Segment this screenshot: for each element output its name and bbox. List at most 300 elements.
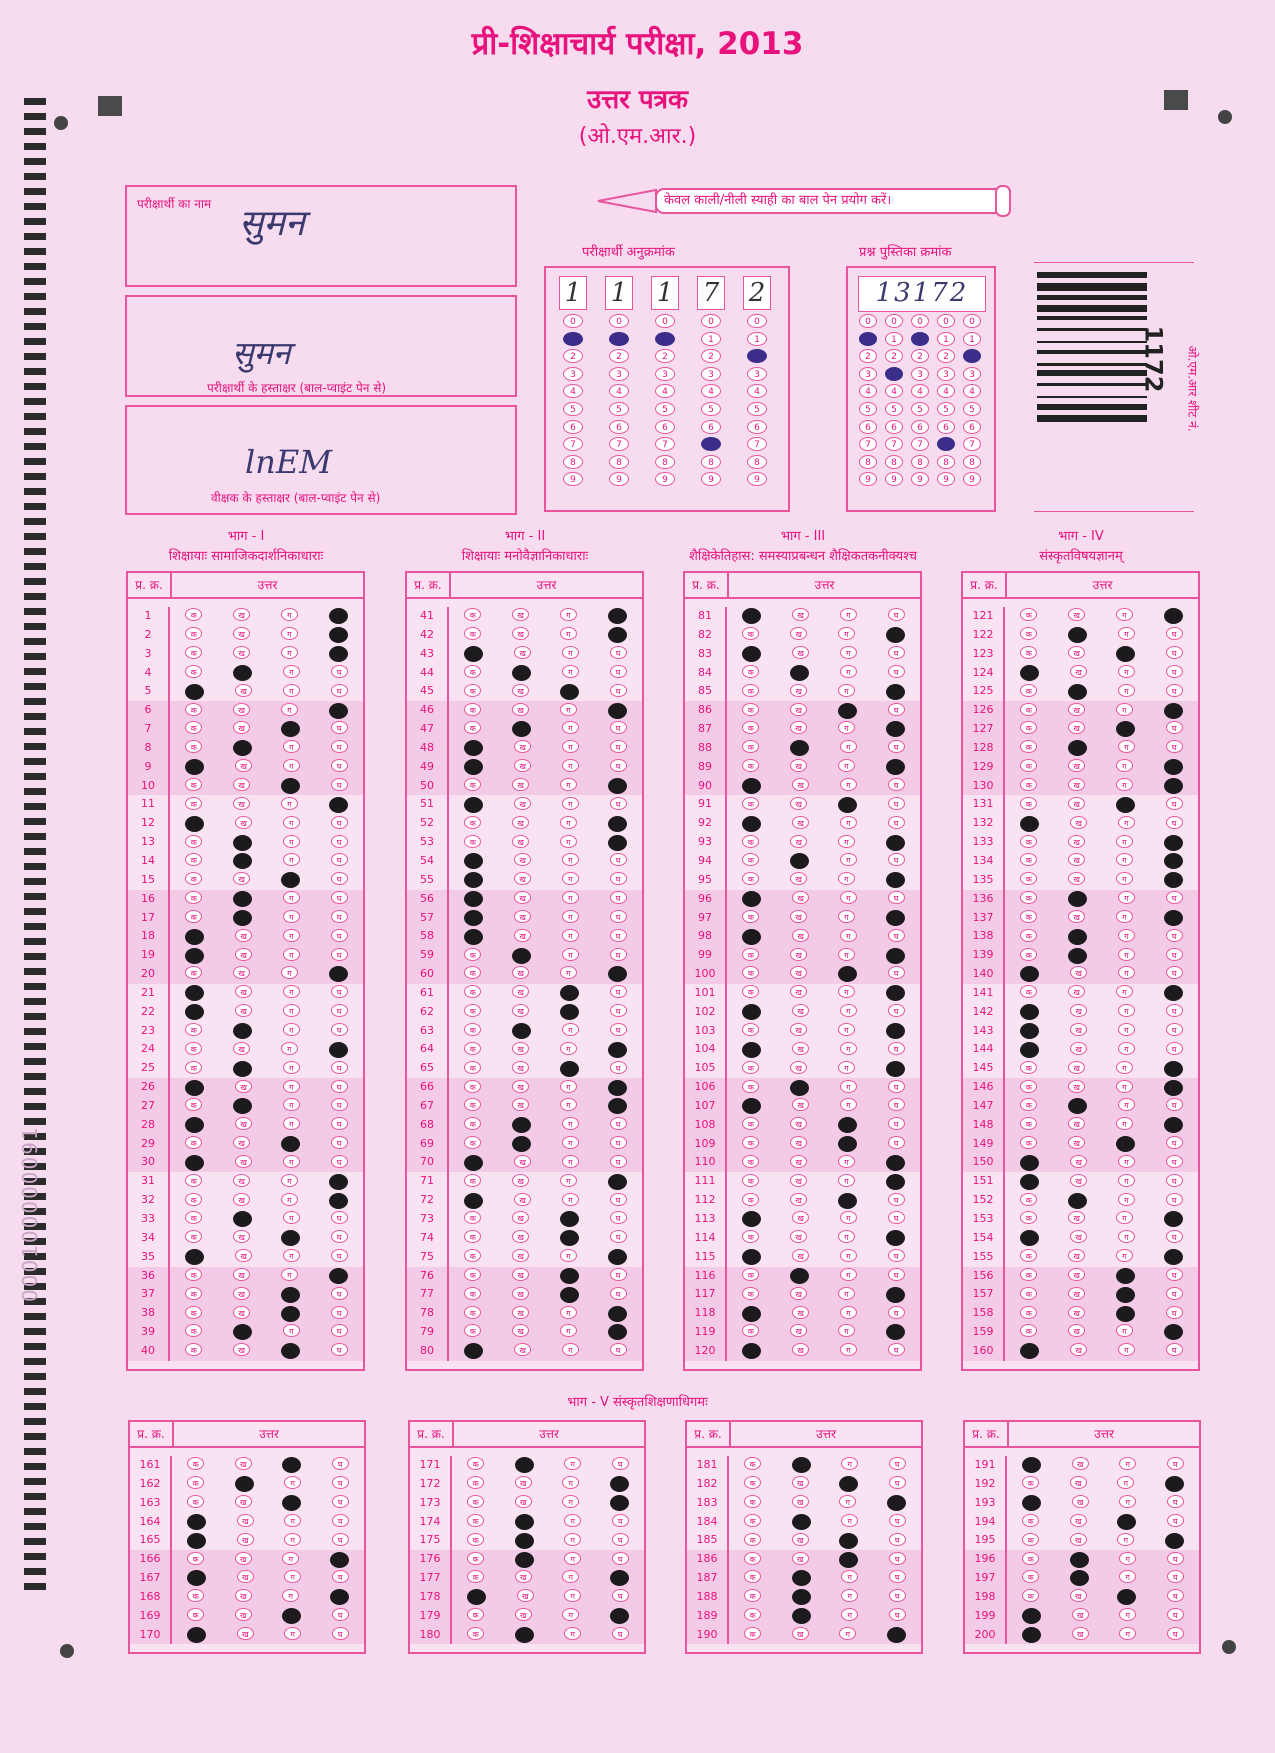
option-bubble[interactable]: क	[467, 1476, 484, 1489]
option-bubble[interactable]	[1164, 872, 1183, 888]
option-bubble[interactable]: ख	[235, 1004, 252, 1017]
option-bubble[interactable]: घ	[610, 1117, 627, 1130]
option-bubble[interactable]: ख	[512, 703, 529, 716]
option-bubble[interactable]: ग	[838, 1324, 855, 1337]
option-bubble[interactable]: ग	[840, 646, 857, 659]
option-bubble[interactable]: क	[464, 1061, 481, 1074]
option-bubble[interactable]	[464, 646, 483, 662]
booklet-digit-bubble[interactable]: 8	[885, 455, 903, 469]
option-bubble[interactable]: ग	[840, 929, 857, 942]
option-bubble[interactable]	[1068, 627, 1087, 643]
option-bubble[interactable]	[512, 948, 531, 964]
option-bubble[interactable]: ग	[840, 1268, 857, 1281]
option-bubble[interactable]: घ	[610, 1268, 627, 1281]
option-bubble[interactable]: ग	[840, 1343, 857, 1356]
option-bubble[interactable]: ग	[840, 665, 857, 678]
option-bubble[interactable]: घ	[331, 1306, 348, 1319]
option-bubble[interactable]: क	[185, 1268, 202, 1281]
option-bubble[interactable]: क	[464, 1080, 481, 1093]
option-bubble[interactable]: ख	[1070, 1476, 1087, 1489]
option-bubble[interactable]	[1116, 1136, 1135, 1152]
option-bubble[interactable]: ख	[792, 1495, 809, 1508]
option-bubble[interactable]: ख	[512, 966, 529, 979]
option-bubble[interactable]: घ	[889, 1552, 906, 1565]
option-bubble[interactable]: ग	[1116, 985, 1133, 998]
option-bubble[interactable]: घ	[1166, 1230, 1183, 1243]
option-bubble[interactable]: ख	[233, 1343, 250, 1356]
booklet-digit-bubble[interactable]: 5	[911, 402, 929, 416]
option-bubble[interactable]: ख	[1068, 797, 1085, 810]
roll-digit-bubble[interactable]: 0	[563, 314, 583, 328]
option-bubble[interactable]: घ	[331, 853, 348, 866]
option-bubble[interactable]: ख	[1072, 1627, 1089, 1640]
option-bubble[interactable]	[560, 1268, 579, 1284]
option-bubble[interactable]	[233, 835, 252, 851]
option-bubble[interactable]: ख	[1068, 1249, 1085, 1262]
option-bubble[interactable]: क	[187, 1608, 204, 1621]
option-bubble[interactable]: ग	[562, 1193, 579, 1206]
option-bubble[interactable]: क	[744, 1495, 761, 1508]
option-bubble[interactable]: ख	[790, 1155, 807, 1168]
option-bubble[interactable]: ख	[233, 1193, 250, 1206]
option-bubble[interactable]: ग	[283, 665, 300, 678]
roll-digit-bubble[interactable]: 0	[701, 314, 721, 328]
option-bubble[interactable]: ख	[790, 1136, 807, 1149]
option-bubble[interactable]: ग	[838, 1174, 855, 1187]
booklet-digit-bubble[interactable]: 1	[963, 332, 981, 346]
option-bubble[interactable]	[610, 1495, 629, 1511]
option-bubble[interactable]: घ	[610, 891, 627, 904]
option-bubble[interactable]	[187, 1514, 206, 1530]
option-bubble[interactable]: ख	[790, 966, 807, 979]
option-bubble[interactable]: क	[464, 1174, 481, 1187]
option-bubble[interactable]: ग	[1118, 1230, 1135, 1243]
option-bubble[interactable]: ग	[1118, 1004, 1135, 1017]
option-bubble[interactable]: ग	[562, 910, 579, 923]
option-bubble[interactable]	[886, 684, 905, 700]
roll-digit-bubble[interactable]: 3	[563, 367, 583, 381]
option-bubble[interactable]	[281, 1136, 300, 1152]
booklet-digit-bubble[interactable]: 8	[859, 455, 877, 469]
option-bubble[interactable]: क	[742, 948, 759, 961]
booklet-digit-bubble[interactable]: 7	[911, 437, 929, 451]
option-bubble[interactable]	[512, 721, 531, 737]
option-bubble[interactable]: ख	[792, 1004, 809, 1017]
option-bubble[interactable]: ख	[233, 1042, 250, 1055]
option-bubble[interactable]	[1020, 1174, 1039, 1190]
option-bubble[interactable]	[1164, 759, 1183, 775]
option-bubble[interactable]	[329, 1268, 348, 1284]
option-bubble[interactable]	[233, 853, 252, 869]
option-bubble[interactable]: क	[1020, 910, 1037, 923]
option-bubble[interactable]: घ	[888, 740, 905, 753]
option-bubble[interactable]: क	[742, 1155, 759, 1168]
option-bubble[interactable]	[464, 797, 483, 813]
option-bubble[interactable]: क	[464, 1117, 481, 1130]
option-bubble[interactable]: घ	[1166, 1042, 1183, 1055]
option-bubble[interactable]: घ	[888, 1249, 905, 1262]
option-bubble[interactable]	[792, 1589, 811, 1605]
booklet-digit-bubble[interactable]: 0	[937, 314, 955, 328]
option-bubble[interactable]: क	[1020, 1306, 1037, 1319]
option-bubble[interactable]: क	[185, 1042, 202, 1055]
option-bubble[interactable]: घ	[888, 1080, 905, 1093]
option-bubble[interactable]: ग	[281, 1174, 298, 1187]
option-bubble[interactable]	[330, 1552, 349, 1568]
option-bubble[interactable]: ख	[1068, 1268, 1085, 1281]
option-bubble[interactable]	[792, 1608, 811, 1624]
option-bubble[interactable]: ख	[1068, 1306, 1085, 1319]
option-bubble[interactable]	[185, 684, 204, 700]
booklet-digit-bubble[interactable]: 1	[937, 332, 955, 346]
option-bubble[interactable]	[790, 740, 809, 756]
option-bubble[interactable]: ख	[517, 1589, 534, 1602]
booklet-digit-bubble[interactable]: 5	[885, 402, 903, 416]
option-bubble[interactable]: ग	[283, 1117, 300, 1130]
option-bubble[interactable]	[185, 1004, 204, 1020]
option-bubble[interactable]: घ	[1167, 1495, 1184, 1508]
option-bubble[interactable]: ग	[564, 1457, 581, 1470]
option-bubble[interactable]: क	[464, 665, 481, 678]
option-bubble[interactable]: ख	[514, 759, 531, 772]
option-bubble[interactable]: क	[744, 1552, 761, 1565]
option-bubble[interactable]: घ	[612, 1457, 629, 1470]
option-bubble[interactable]: घ	[1166, 665, 1183, 678]
option-bubble[interactable]: क	[185, 966, 202, 979]
option-bubble[interactable]	[560, 1211, 579, 1227]
option-bubble[interactable]: ग	[562, 853, 579, 866]
option-bubble[interactable]: घ	[610, 1004, 627, 1017]
roll-digit-bubble[interactable]: 9	[655, 472, 675, 486]
option-bubble[interactable]	[610, 1476, 629, 1492]
option-bubble[interactable]	[329, 627, 348, 643]
option-bubble[interactable]: ग	[839, 1495, 856, 1508]
option-bubble[interactable]: क	[467, 1457, 484, 1470]
option-bubble[interactable]: क	[185, 608, 202, 621]
booklet-digit-bubble[interactable]: 9	[859, 472, 877, 486]
option-bubble[interactable]	[886, 1155, 905, 1171]
option-bubble[interactable]: ख	[237, 1570, 254, 1583]
option-bubble[interactable]: ख	[512, 1098, 529, 1111]
option-bubble[interactable]: घ	[610, 1193, 627, 1206]
option-bubble[interactable]: क	[185, 910, 202, 923]
booklet-digit-bubble[interactable]: 3	[859, 367, 877, 381]
option-bubble[interactable]: घ	[888, 966, 905, 979]
option-bubble[interactable]: घ	[332, 1495, 349, 1508]
option-bubble[interactable]	[742, 1098, 761, 1114]
option-bubble[interactable]: क	[185, 835, 202, 848]
option-bubble[interactable]	[1164, 835, 1183, 851]
option-bubble[interactable]: घ	[610, 1287, 627, 1300]
option-bubble[interactable]: ग	[1116, 872, 1133, 885]
booklet-digit-bubble[interactable]: 9	[885, 472, 903, 486]
option-bubble[interactable]: घ	[331, 835, 348, 848]
option-bubble[interactable]	[1164, 985, 1183, 1001]
option-bubble[interactable]	[608, 966, 627, 982]
option-bubble[interactable]	[790, 1268, 809, 1284]
option-bubble[interactable]: ग	[283, 1004, 300, 1017]
option-bubble[interactable]: घ	[888, 646, 905, 659]
option-bubble[interactable]: क	[185, 1343, 202, 1356]
option-bubble[interactable]: क	[1022, 1514, 1039, 1527]
option-bubble[interactable]: ख	[792, 778, 809, 791]
option-bubble[interactable]: ग	[283, 1211, 300, 1224]
option-bubble[interactable]	[886, 1230, 905, 1246]
option-bubble[interactable]: ग	[283, 910, 300, 923]
option-bubble[interactable]	[608, 608, 627, 624]
option-bubble[interactable]: ग	[283, 891, 300, 904]
option-bubble[interactable]: ग	[838, 985, 855, 998]
option-bubble[interactable]: ग	[1118, 1193, 1135, 1206]
option-bubble[interactable]: ग	[560, 1042, 577, 1055]
option-bubble[interactable]: ख	[233, 778, 250, 791]
option-bubble[interactable]: घ	[610, 1155, 627, 1168]
option-bubble[interactable]: ख	[514, 891, 531, 904]
option-bubble[interactable]: क	[1020, 929, 1037, 942]
option-bubble[interactable]: ख	[233, 646, 250, 659]
option-bubble[interactable]: ग	[838, 1287, 855, 1300]
option-bubble[interactable]: घ	[610, 721, 627, 734]
option-bubble[interactable]: क	[742, 985, 759, 998]
option-bubble[interactable]: क	[187, 1476, 204, 1489]
roll-digit-bubble[interactable]	[655, 332, 675, 346]
option-bubble[interactable]: क	[464, 1136, 481, 1149]
option-bubble[interactable]: घ	[610, 797, 627, 810]
option-bubble[interactable]: ख	[1070, 1042, 1087, 1055]
option-bubble[interactable]: घ	[1167, 1589, 1184, 1602]
option-bubble[interactable]	[742, 608, 761, 624]
option-bubble[interactable]: ग	[1118, 1174, 1135, 1187]
option-bubble[interactable]: ख	[233, 872, 250, 885]
option-bubble[interactable]: घ	[1166, 721, 1183, 734]
option-bubble[interactable]: क	[744, 1476, 761, 1489]
option-bubble[interactable]: ख	[512, 1211, 529, 1224]
booklet-digit-bubble[interactable]: 4	[963, 384, 981, 398]
option-bubble[interactable]: क	[187, 1457, 204, 1470]
roll-digit-bubble[interactable]	[701, 437, 721, 451]
option-bubble[interactable]: ख	[792, 929, 809, 942]
roll-digit-bubble[interactable]: 9	[701, 472, 721, 486]
option-bubble[interactable]	[1022, 1627, 1041, 1643]
booklet-digit-bubble[interactable]	[859, 332, 877, 346]
option-bubble[interactable]: ग	[1119, 1570, 1136, 1583]
option-bubble[interactable]: क	[1020, 1249, 1037, 1262]
option-bubble[interactable]: घ	[331, 1136, 348, 1149]
option-bubble[interactable]	[608, 1249, 627, 1265]
option-bubble[interactable]: क	[1020, 1136, 1037, 1149]
option-bubble[interactable]: ख	[1068, 778, 1085, 791]
option-bubble[interactable]: ग	[1118, 948, 1135, 961]
option-bubble[interactable]: क	[185, 1098, 202, 1111]
option-bubble[interactable]	[560, 1004, 579, 1020]
option-bubble[interactable]: घ	[331, 985, 348, 998]
option-bubble[interactable]: ग	[284, 1476, 301, 1489]
option-bubble[interactable]: ग	[562, 740, 579, 753]
option-bubble[interactable]: क	[464, 835, 481, 848]
option-bubble[interactable]	[1164, 910, 1183, 926]
option-bubble[interactable]	[608, 627, 627, 643]
roll-digit-bubble[interactable]: 1	[701, 332, 721, 346]
booklet-digit-bubble[interactable]: 4	[859, 384, 877, 398]
option-bubble[interactable]: घ	[888, 797, 905, 810]
roll-digit-bubble[interactable]: 8	[609, 455, 629, 469]
option-bubble[interactable]: ख	[235, 948, 252, 961]
option-bubble[interactable]: ग	[283, 1249, 300, 1262]
option-bubble[interactable]: घ	[332, 1457, 349, 1470]
option-bubble[interactable]	[1068, 929, 1087, 945]
option-bubble[interactable]	[886, 1287, 905, 1303]
option-bubble[interactable]	[790, 665, 809, 681]
option-bubble[interactable]: ख	[1068, 1117, 1085, 1130]
option-bubble[interactable]: ग	[1116, 835, 1133, 848]
option-bubble[interactable]: ख	[237, 1627, 254, 1640]
option-bubble[interactable]: ग	[283, 835, 300, 848]
option-bubble[interactable]	[886, 948, 905, 964]
roll-digit-bubble[interactable]: 0	[609, 314, 629, 328]
option-bubble[interactable]: ग	[562, 872, 579, 885]
option-bubble[interactable]	[233, 910, 252, 926]
option-bubble[interactable]: ग	[841, 1457, 858, 1470]
option-bubble[interactable]	[281, 1287, 300, 1303]
option-bubble[interactable]: ख	[1070, 1514, 1087, 1527]
option-bubble[interactable]	[464, 910, 483, 926]
option-bubble[interactable]	[560, 985, 579, 1001]
option-bubble[interactable]: ग	[564, 1552, 581, 1565]
option-bubble[interactable]: घ	[888, 665, 905, 678]
option-bubble[interactable]: ख	[792, 1042, 809, 1055]
option-bubble[interactable]	[742, 891, 761, 907]
option-bubble[interactable]: ख	[1068, 721, 1085, 734]
option-bubble[interactable]: ख	[790, 1117, 807, 1130]
booklet-digit-bubble[interactable]: 2	[911, 349, 929, 363]
option-bubble[interactable]: ख	[1068, 853, 1085, 866]
option-bubble[interactable]	[1117, 1514, 1136, 1530]
option-bubble[interactable]: क	[464, 1287, 481, 1300]
option-bubble[interactable]: क	[744, 1570, 761, 1583]
option-bubble[interactable]	[839, 1533, 858, 1549]
option-bubble[interactable]: ग	[840, 1080, 857, 1093]
option-bubble[interactable]: ख	[792, 816, 809, 829]
option-bubble[interactable]: क	[185, 740, 202, 753]
booklet-digit-bubble[interactable]: 3	[911, 367, 929, 381]
option-bubble[interactable]	[1068, 740, 1087, 756]
option-bubble[interactable]	[187, 1570, 206, 1586]
option-bubble[interactable]: क	[1020, 684, 1037, 697]
option-bubble[interactable]	[1164, 703, 1183, 719]
booklet-digit-bubble[interactable]: 2	[885, 349, 903, 363]
option-bubble[interactable]	[187, 1627, 206, 1643]
option-bubble[interactable]: क	[467, 1514, 484, 1527]
option-bubble[interactable]: घ	[331, 1230, 348, 1243]
option-bubble[interactable]	[515, 1514, 534, 1530]
option-bubble[interactable]: ख	[235, 929, 252, 942]
option-bubble[interactable]: ख	[792, 1211, 809, 1224]
option-bubble[interactable]	[464, 853, 483, 869]
option-bubble[interactable]: ग	[1116, 1061, 1133, 1074]
option-bubble[interactable]: ग	[1116, 1211, 1133, 1224]
option-bubble[interactable]: घ	[610, 646, 627, 659]
option-bubble[interactable]: ख	[790, 1193, 807, 1206]
option-bubble[interactable]	[233, 1061, 252, 1077]
option-bubble[interactable]	[185, 948, 204, 964]
option-bubble[interactable]: ग	[283, 759, 300, 772]
option-bubble[interactable]	[1068, 891, 1087, 907]
option-bubble[interactable]: ख	[512, 1249, 529, 1262]
option-bubble[interactable]	[512, 665, 531, 681]
option-bubble[interactable]: ख	[512, 1080, 529, 1093]
option-bubble[interactable]: ख	[233, 1268, 250, 1281]
option-bubble[interactable]: ग	[1118, 665, 1135, 678]
option-bubble[interactable]: ग	[564, 1533, 581, 1546]
booklet-digit-bubble[interactable]: 3	[963, 367, 981, 381]
option-bubble[interactable]: ख	[235, 1495, 252, 1508]
option-bubble[interactable]: ग	[560, 1306, 577, 1319]
option-bubble[interactable]: ग	[560, 1098, 577, 1111]
option-bubble[interactable]: क	[1020, 872, 1037, 885]
option-bubble[interactable]: क	[744, 1589, 761, 1602]
option-bubble[interactable]: क	[742, 966, 759, 979]
roll-digit-bubble[interactable]: 5	[655, 402, 675, 416]
option-bubble[interactable]: क	[1020, 740, 1037, 753]
option-bubble[interactable]: क	[744, 1533, 761, 1546]
booklet-digit-bubble[interactable]: 5	[963, 402, 981, 416]
roll-digit-bubble[interactable]: 1	[747, 332, 767, 346]
option-bubble[interactable]: ग	[839, 1627, 856, 1640]
booklet-digit-bubble[interactable]: 6	[859, 420, 877, 434]
booklet-digit-bubble[interactable]: 0	[911, 314, 929, 328]
option-bubble[interactable]: ख	[790, 1324, 807, 1337]
option-bubble[interactable]: ग	[281, 1042, 298, 1055]
option-bubble[interactable]: ख	[237, 1533, 254, 1546]
roll-digit-bubble[interactable]: 7	[655, 437, 675, 451]
option-bubble[interactable]: घ	[331, 1211, 348, 1224]
option-bubble[interactable]: ख	[233, 1136, 250, 1149]
option-bubble[interactable]: ग	[840, 816, 857, 829]
option-bubble[interactable]: ख	[233, 1287, 250, 1300]
option-bubble[interactable]: क	[467, 1495, 484, 1508]
booklet-digit-bubble[interactable]: 6	[885, 420, 903, 434]
option-bubble[interactable]	[281, 872, 300, 888]
option-bubble[interactable]	[329, 797, 348, 813]
option-bubble[interactable]: घ	[888, 608, 905, 621]
option-bubble[interactable]: घ	[610, 910, 627, 923]
option-bubble[interactable]	[1068, 1193, 1087, 1209]
option-bubble[interactable]: क	[1020, 627, 1037, 640]
option-bubble[interactable]: ख	[792, 608, 809, 621]
option-bubble[interactable]	[1020, 1343, 1039, 1359]
option-bubble[interactable]	[742, 1004, 761, 1020]
option-bubble[interactable]: क	[1020, 797, 1037, 810]
option-bubble[interactable]	[1164, 1324, 1183, 1340]
roll-digit-bubble[interactable]	[747, 349, 767, 363]
option-bubble[interactable]: क	[185, 665, 202, 678]
option-bubble[interactable]: ग	[1116, 1117, 1133, 1130]
option-bubble[interactable]: ग	[283, 929, 300, 942]
option-bubble[interactable]: घ	[888, 1117, 905, 1130]
option-bubble[interactable]	[185, 816, 204, 832]
option-bubble[interactable]	[886, 1061, 905, 1077]
option-bubble[interactable]	[886, 759, 905, 775]
roll-digit-bubble[interactable]: 5	[563, 402, 583, 416]
option-bubble[interactable]: ग	[562, 1136, 579, 1149]
option-bubble[interactable]: ग	[560, 1080, 577, 1093]
option-bubble[interactable]: ख	[792, 1249, 809, 1262]
option-bubble[interactable]	[886, 1324, 905, 1340]
option-bubble[interactable]: ग	[562, 948, 579, 961]
option-bubble[interactable]	[1164, 1061, 1183, 1077]
option-bubble[interactable]: घ	[610, 929, 627, 942]
option-bubble[interactable]: क	[185, 1061, 202, 1074]
